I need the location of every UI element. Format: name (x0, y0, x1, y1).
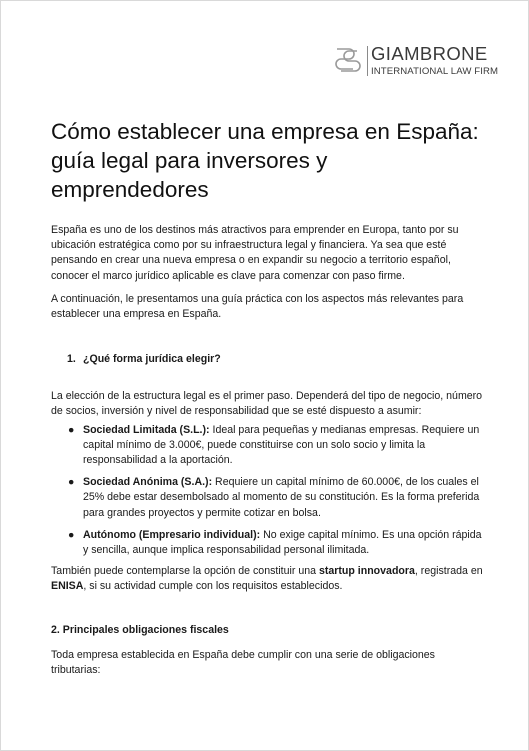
document-title: Cómo establecer una empresa en España: guía legal para inversores y emprendedores (51, 119, 479, 202)
bullet-icon: ● (68, 476, 75, 489)
section-2-lead: Toda empresa establecida en España debe cumplir con una serie de obligaciones tributarias: (51, 648, 435, 676)
list-item (68, 475, 483, 521)
firm-subtitle: INTERNATIONAL LAW FIRM (371, 66, 499, 77)
list-item-term: Autónomo (Empresario individual): (83, 528, 261, 541)
list-item-text: Ideal para pequeñas y medianas empresas. Requiere un capital mínimo de 3.000€, puede constituirse con un solo socio y limita la responsabilidad a la aportación. (83, 423, 480, 467)
section-1-heading (51, 352, 483, 367)
closing-text: , registrada en (414, 565, 483, 578)
closing-emphasis: startup innovadora (318, 565, 415, 578)
list-item (68, 528, 483, 558)
closing-text: , si su actividad cumple con los requisitos establecidos. (83, 580, 343, 593)
list-item-term: Sociedad Limitada (S.L.): (83, 423, 210, 436)
logo-divider (367, 46, 368, 76)
section-1-number: 1. (67, 353, 76, 366)
section-2-heading: 2. Principales obligaciones fiscales (51, 623, 229, 636)
bullet-icon: ● (68, 528, 75, 541)
list-item-text: Requiere un capital mínimo de 60.000€, de los cuales el 25% debe estar desembolsado al momento de su constitución. Es la forma preferida para grandes proyectos y permite cotizar en bolsa. (83, 476, 480, 519)
section-1-closing (51, 564, 483, 594)
list-item (68, 423, 483, 469)
intro-paragraph: España es uno de los destinos más atractivos para emprender en Europa, tanto por su ubicación estratégica como por su infraestructura legal y financiera. Ya sea que esté pensando en crear una nueva empresa o en expandir su negocio a territorio español, conocer el marco jurídico aplicable es clave para comenzar con paso firme. (51, 224, 459, 282)
section-1-title: ¿Qué forma jurídica elegir? (83, 353, 221, 366)
intro-paragraph-2: A continuación, le presentamos una guía práctica con los aspectos más relevantes para establecer una empresa en España. (51, 292, 464, 321)
legal-forms-list (51, 423, 483, 559)
document-body (51, 117, 483, 678)
closing-emphasis: ENISA (51, 580, 84, 593)
section-1-lead: La elección de la estructura legal es el primer paso. Dependerá del tipo de negocio, número de socios, inversión y nivel de responsabilidad que se esté dispuesto a asumir: (51, 390, 483, 418)
giambrone-monogram-icon (333, 45, 361, 75)
list-item-term: Sociedad Anónima (S.A.): (83, 476, 213, 489)
closing-text: También puede contemplarse la opción de constituir una (51, 565, 319, 578)
list-item-text: No exige capital mínimo. Es una opción rápida y sencilla, aunque implica responsabilidad personal ilimitada. (83, 528, 482, 557)
bullet-icon: ● (68, 423, 75, 436)
firm-name: GIAMBRONE (371, 43, 488, 64)
firm-logo (333, 43, 513, 79)
